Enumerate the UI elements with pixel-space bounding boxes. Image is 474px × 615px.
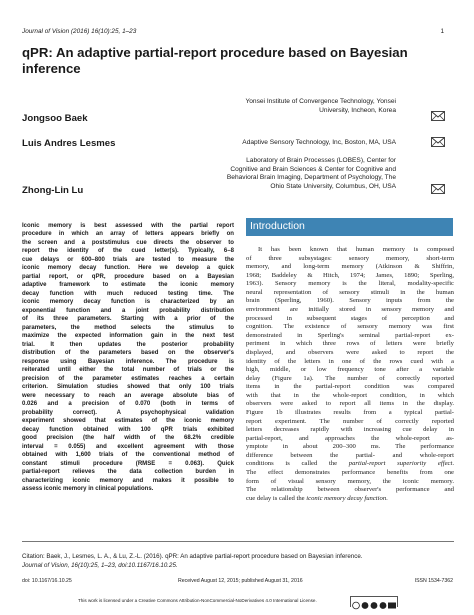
abstract-line: constant stimuli procedure (RMSE = 0.063). Quick [22, 460, 234, 467]
abstract-line: were necessary to reach an average absolute bias of [22, 392, 234, 399]
intro-line [246, 297, 454, 306]
abstract-line: partial-report relieves the data collection burden in [22, 469, 234, 476]
author-name-2: Luis Andres Lesmes [22, 138, 116, 149]
abstract-line: trial. It then updates the posterior probability [22, 341, 234, 348]
issn: ISSN 1534-7362 [414, 578, 453, 584]
abstract-line: experiment showed that estimates of the iconic memory [22, 418, 234, 425]
affiliation-line: Yonsei Institute of Convergence Technology, Yonsei [245, 98, 396, 105]
abstract-line: adaptive framework to estimate the iconic memory [22, 282, 234, 289]
envelope-icon[interactable] [431, 111, 445, 121]
abstract-line: iconic memory decay function is characterized by an [22, 299, 234, 306]
page-number: 1 [440, 28, 444, 35]
received-date: Received August 12, 2015; published August 31, 2016 [178, 578, 303, 584]
intro-text: report experiment. The number of correctly reported [246, 417, 454, 425]
intro-text: neural representation of sensory stimuli in the human [246, 288, 454, 296]
doi[interactable]: doi: 10.1167/16.10.25 [22, 578, 72, 584]
intro-line [246, 443, 454, 452]
intro-line: cue delay is called the iconic memory decay function. [246, 494, 388, 502]
affiliation-line: Adaptive Sensory Technology, Inc, Boston, MA, USA [242, 139, 396, 146]
intro-text: ymptote in about 200–300 ms. The performance [246, 443, 454, 451]
creative-commons-badge[interactable] [350, 596, 398, 607]
intro-text: observers were asked to report all items in the display. [246, 400, 454, 408]
intro-text: letters decreases rapidly with increasing cue delay in [246, 426, 454, 434]
intro-text: cognition. The existence of sensory memory was first [246, 323, 454, 331]
affiliation-line: Laboratory of Brain Processes (LOBES), Center for [246, 157, 396, 164]
intro-text: demonstrated in Sperling's seminal partial-report ex- [246, 331, 454, 339]
intro-line [246, 272, 454, 281]
intro-text: It has been known that human memory is composed [258, 246, 454, 253]
intro-line [246, 478, 454, 487]
abstract-line: decay function with much reduced testing time. The [22, 290, 234, 297]
section-heading [246, 218, 453, 236]
author-affiliation-2 [242, 139, 396, 148]
abstract-line: 0.026 and a precision of 0.070 (both in terms of [22, 401, 234, 408]
abstract-line: of its three parameters. Starting with a prior of the [22, 316, 234, 323]
intro-line [246, 392, 454, 401]
abstract-line: procedure in which an array of letters appears briefly on [22, 231, 234, 238]
intro-text: The effect demonstrates performance benefits from one [246, 469, 454, 477]
intro-line [246, 469, 454, 478]
affiliation-line: Cognitive and Brain Sciences & Center for Cognitive and [230, 165, 396, 173]
intro-line [246, 400, 454, 409]
intro-line [246, 435, 454, 444]
intro-text: form of visual sensory memory, the iconic memory. [246, 477, 454, 485]
intro-emphasis: partial-report superiority effect [348, 460, 453, 468]
intro-line [246, 255, 454, 264]
license-text[interactable]: This work is licensed under a Creative Commons Attribution-NonCommercial-NoDerivatives 4.0 International License. [78, 598, 317, 603]
intro-emphasis: iconic memory decay function [306, 494, 387, 502]
intro-line [246, 375, 454, 384]
abstract-line: exponential function and a joint probability distribution [22, 307, 234, 314]
intro-text: difference between the partial- and whole-report [246, 451, 454, 459]
intro-text: of three subsystages: sensory memory, short-term [246, 254, 454, 262]
intro-text: brain (Sperling, 1960). Sensory inputs from the [246, 297, 454, 305]
abstract-line: iconic memory decay function. Here we develop a quick [22, 265, 234, 272]
intro-text: partial-report, and approaches the whole-report as- [246, 434, 454, 442]
intro-text: items in the partial-report condition was compared [246, 383, 454, 391]
intro-line [246, 358, 454, 367]
abstract-line: interval = 0.055) and excellent agreement with those [22, 443, 234, 450]
intro-line [246, 289, 454, 298]
abstract-line: the screen and a poststimulus cue directs the observer to [22, 239, 234, 246]
abstract-line: reiterated until either the total number of trials or the [22, 367, 234, 374]
abstract-line: good precision (the half width of the 68.2% credible [22, 435, 234, 442]
author-name-3: Zhong-Lin Lu [22, 185, 84, 196]
intro-text: with that in the whole-report condition, in which [246, 391, 454, 399]
intro-text: Figure 1b illustrates results from a typical partial- [246, 408, 454, 416]
intro-text: identity of the letters in one of the rows cued with a [246, 357, 454, 365]
intro-line [246, 418, 454, 427]
abstract-line: partial report, or qPR, procedure based on a Bayesian [22, 273, 234, 280]
intro-line [246, 340, 454, 349]
paper-title: qPR: An adaptive partial-report procedure based on Bayesian inference [22, 45, 408, 76]
intro-text: conditions is called the [246, 460, 349, 468]
abstract-line: parameters, the method selects the stimulus to [22, 324, 234, 331]
abstract-line: maximize the expected information gain in the next test [22, 333, 234, 340]
intro-line [246, 486, 454, 495]
citation [22, 553, 454, 570]
intro-text: high, middle, or low frequency tone after a variable [246, 366, 454, 374]
intro-text: cue delay is called the [246, 494, 307, 502]
affiliation-line: Ohio State University, Columbus, OH, USA [270, 182, 396, 190]
intro-text: 1968; Baddeley & Hitch, 1974; James, 1890; Sperling, [246, 271, 454, 279]
affiliation-line: University, Incheon, Korea [319, 106, 396, 114]
citation-journal: Journal of Vision, 16(10):25, 1–23, doi:10.1167/16.10.25. [22, 561, 178, 569]
intro-line [246, 383, 454, 392]
intro-line [246, 280, 454, 289]
journal-reference: Journal of Vision (2016) 16(10):25, 1–23 [22, 28, 137, 35]
intro-line: conditions is called the partial-report superiority effect. [246, 460, 454, 468]
intro-line [246, 349, 454, 358]
intro-line [246, 315, 454, 324]
citation-line: Citation: Baek, J., Lesmes, L. A., & Lu, Z.-L. (2016). qPR: An adaptive partial-report procedure based on Bayesian inference. [22, 553, 363, 560]
abstract-line: characterizing iconic memory and makes it possible to [22, 477, 234, 484]
intro-line [246, 246, 454, 255]
author-name-1: Jongsoo Baek [22, 113, 88, 124]
abstract-line: cue delays or 600–800 trials are tested to measure the [22, 256, 234, 263]
intro-text: memory, and long-term memory (Atkinson & Shiffrin, [246, 263, 454, 271]
abstract-line: precision of the parameter estimates reaches a certain [22, 375, 234, 382]
intro-line [246, 306, 454, 315]
intro-text: environment are initially stored in sensory memory and [246, 306, 454, 314]
introduction-body [246, 246, 454, 503]
intro-line [246, 426, 454, 435]
intro-text: The relationship between observer's performance and [246, 486, 454, 494]
intro-text: periment in which three rows of letters were briefly [246, 340, 454, 348]
section-heading-label: Introduction [250, 220, 305, 232]
author-affiliation-3 [227, 157, 396, 191]
abstract-line: obtained with 1,600 trials of the conventional method of [22, 452, 234, 459]
envelope-icon[interactable] [431, 184, 445, 194]
abstract-line: Iconic memory is best assessed with the partial report [22, 223, 234, 229]
intro-line [246, 323, 454, 332]
intro-text: displayed, and observers were asked to report the [246, 348, 454, 356]
abstract-line: report the identity of the cued letter(s). Typically, 6–8 [22, 248, 234, 255]
intro-text: 1963). Sensory memory is the literal, modality-specific [246, 280, 454, 288]
abstract-line: probability correct). A psychophysical validation [22, 409, 234, 416]
intro-line [246, 263, 454, 272]
author-affiliation-1 [245, 98, 396, 115]
intro-text: processed in subsequent stages of perception and [246, 314, 454, 322]
intro-line [246, 332, 454, 341]
abstract [22, 222, 234, 494]
abstract-line: criterion. Simulation studies showed that only 100 trials [22, 384, 234, 391]
envelope-icon[interactable] [431, 137, 445, 147]
abstract-line: assess iconic memory in clinical populations. [22, 486, 154, 493]
abstract-line: response using Bayesian inference. The procedure is [22, 358, 234, 365]
affiliation-line: Behavioral Brain Imaging, Department of Psychology, The [226, 174, 396, 182]
intro-line [246, 409, 454, 418]
intro-line [246, 452, 454, 461]
intro-line [246, 366, 454, 375]
abstract-line: decay function obtained with 100 qPR trials exhibited [22, 426, 234, 433]
intro-text: delay (Figure 1a). The number of correctly reported [246, 374, 454, 382]
abstract-line: distribution of the parameters based on the observer's [22, 350, 234, 357]
divider [22, 541, 454, 542]
